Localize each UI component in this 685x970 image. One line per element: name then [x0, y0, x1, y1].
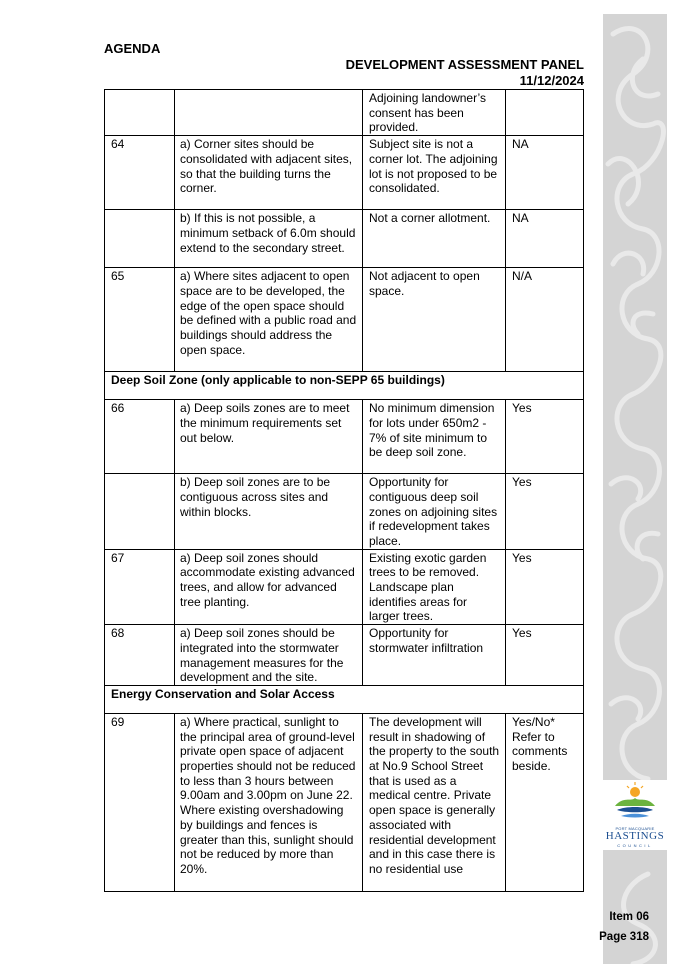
compliance-cell: N/A — [506, 268, 584, 372]
clause-number-cell: 66 — [105, 400, 175, 474]
clause-number-cell: 67 — [105, 549, 175, 625]
table-row — [105, 90, 584, 136]
response-cell: Existing exotic garden trees to be removed. Landscape plan identifies areas for larger trees. — [363, 549, 506, 625]
compliance-cell: Yes/No* Refer to comments beside. — [506, 713, 584, 891]
compliance-cell: Yes — [506, 625, 584, 686]
table-row — [105, 713, 584, 891]
clause-number-cell — [105, 210, 175, 268]
control-cell: a) Corner sites should be consolidated with adjacent sites, so that the building turns the corner. — [175, 136, 363, 210]
clause-number-cell: 68 — [105, 625, 175, 686]
table-row — [105, 400, 584, 474]
control-cell: b) If this is not possible, a minimum setback of 6.0m should extend to the secondary street. — [175, 210, 363, 268]
response-cell: Opportunity for contiguous deep soil zones on adjoining sites if redevelopment takes place. — [363, 474, 506, 550]
section-row — [105, 685, 584, 713]
compliance-cell: NA — [506, 136, 584, 210]
logo-text-line3: COUNCIL — [617, 843, 653, 848]
council-logo — [603, 780, 667, 850]
table-row — [105, 136, 584, 210]
response-cell: Subject site is not a corner lot. The adjoining lot is not proposed to be consolidated. — [363, 136, 506, 210]
response-cell: The development will result in shadowing of the property to the south at No.9 School Street that is used as a medical centre. Private open space is generally associated with residential development and in this case there is no residential use — [363, 713, 506, 891]
agenda-heading: AGENDA — [104, 41, 161, 56]
table-row — [105, 625, 584, 686]
response-cell: Opportunity for stormwater infiltration — [363, 625, 506, 686]
compliance-cell: Yes — [506, 400, 584, 474]
compliance-cell: NA — [506, 210, 584, 268]
control-cell: a) Where practical, sunlight to the principal area of ground-level private open space of adjacent properties should not be reduced to less than 3 hours between 9.00am and 3.00pm on June 22. Where existing overshadowing by buildings and fences is greater than this, sunlight should not be reduced by more than 20%. — [175, 713, 363, 891]
clause-number-cell: 65 — [105, 268, 175, 372]
control-cell: a) Deep soil zones should accommodate existing advanced trees, and allow for advanced tree planting. — [175, 549, 363, 625]
logo-emblem — [603, 780, 667, 826]
table-row — [105, 268, 584, 372]
control-cell: a) Where sites adjacent to open space are to be developed, the edge of the open space should be defined with a public road and buildings should address the open space. — [175, 268, 363, 372]
clause-number-cell — [105, 474, 175, 550]
assessment-table — [104, 89, 584, 892]
response-cell: Not a corner allotment. — [363, 210, 506, 268]
clause-number-cell: 69 — [105, 713, 175, 891]
meeting-date: 11/12/2024 — [519, 73, 584, 88]
logo-text-line1: PORT MACQUARIE — [615, 826, 655, 831]
compliance-cell: Yes — [506, 549, 584, 625]
section-title: Energy Conservation and Solar Access — [105, 685, 584, 713]
table-row — [105, 474, 584, 550]
table-row — [105, 210, 584, 268]
control-cell: a) Deep soils zones are to meet the minimum requirements set out below. — [175, 400, 363, 474]
response-cell: No minimum dimension for lots under 650m2 - 7% of site minimum to be deep soil zone. — [363, 400, 506, 474]
section-title: Deep Soil Zone (only applicable to non-SEPP 65 buildings) — [105, 372, 584, 400]
control-cell: a) Deep soil zones should be integrated into the stormwater management measures for the development and the site. — [175, 625, 363, 686]
control-cell — [175, 90, 363, 136]
response-cell: Not adjacent to open space. — [363, 268, 506, 372]
logo-text-line2: HASTINGS — [605, 830, 665, 842]
compliance-cell: Yes — [506, 474, 584, 550]
page-number: Page 318 — [599, 931, 649, 943]
item-number: Item 06 — [609, 911, 649, 923]
clause-number-cell: 64 — [105, 136, 175, 210]
section-row — [105, 372, 584, 400]
response-cell: Adjoining landowner’s consent has been provided. — [363, 90, 506, 136]
compliance-cell — [506, 90, 584, 136]
clause-number-cell — [105, 90, 175, 136]
table-row — [105, 549, 584, 625]
panel-heading: DEVELOPMENT ASSESSMENT PANEL — [345, 57, 584, 72]
control-cell: b) Deep soil zones are to be contiguous across sites and within blocks. — [175, 474, 363, 550]
